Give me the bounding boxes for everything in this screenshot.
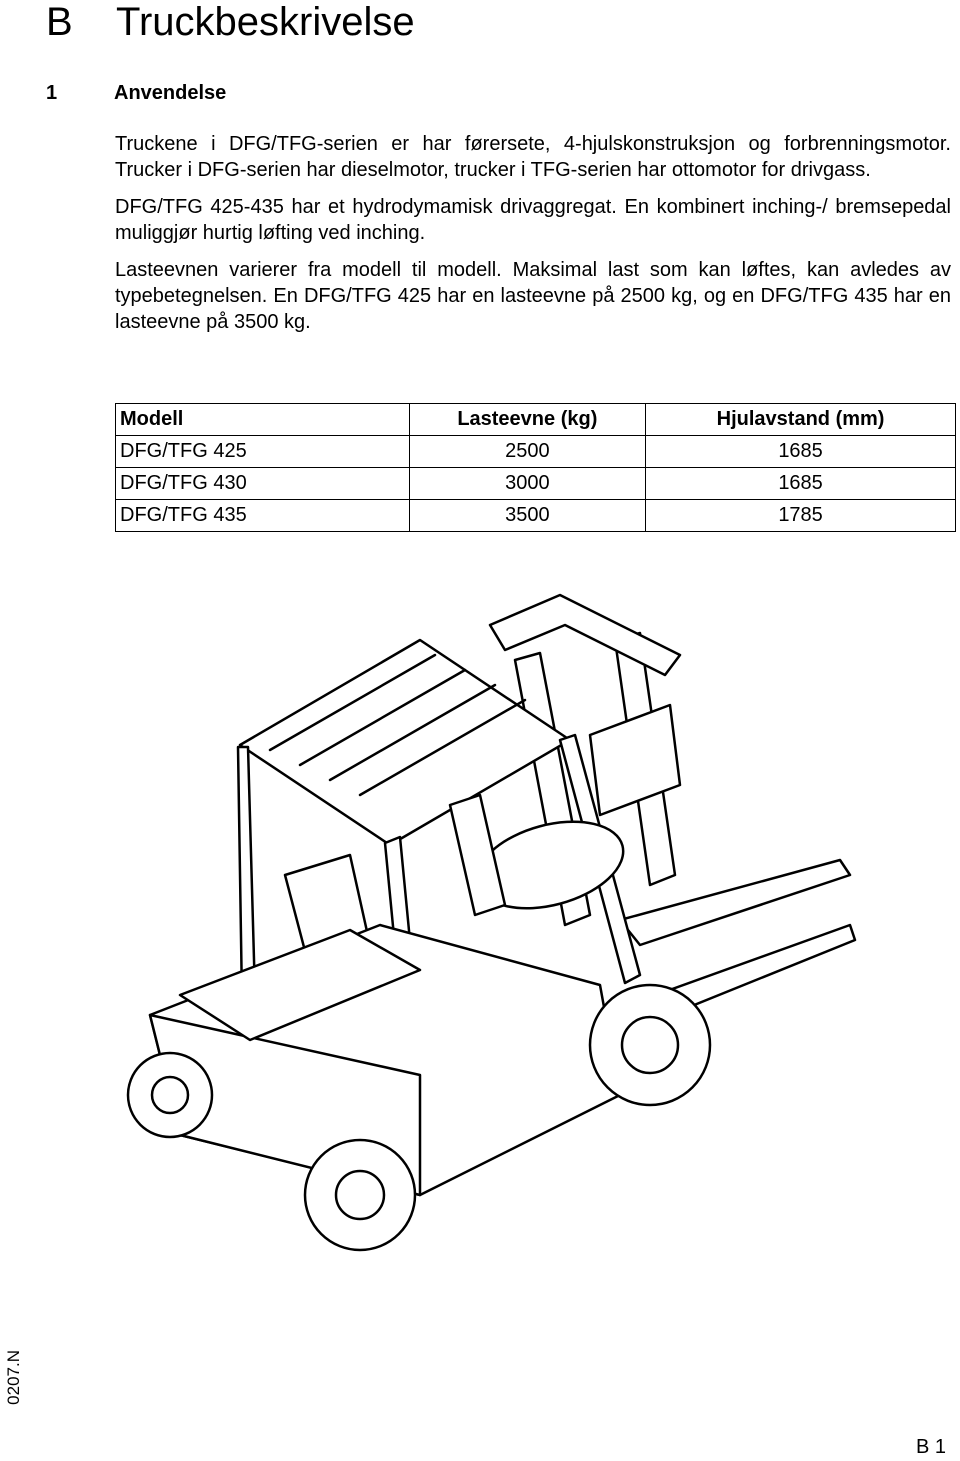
table-cell: 3500: [409, 500, 646, 532]
table-cell: DFG/TFG 430: [116, 468, 410, 500]
paragraph: Lasteevnen varierer fra modell til modell. Maksimal last som kan løftes, kan avledes av typebetegnelsen. En DFG/TFG 425 har en lasteevne på 2500 kg, og en DFG/TFG 435 har en lasteevne på 3500 kg.: [115, 259, 951, 333]
column-header: Lasteevne (kg): [409, 404, 646, 436]
table-cell: 1785: [646, 500, 956, 532]
table-row: [116, 500, 956, 532]
section-number: 1: [46, 82, 58, 104]
column-header: Modell: [116, 404, 410, 436]
forklift-illustration: [120, 575, 860, 1255]
section-title: Anvendelse: [114, 82, 227, 104]
fork-carriage: [590, 705, 680, 815]
table-cell: 3000: [409, 468, 646, 500]
table-cell: DFG/TFG 425: [116, 436, 410, 468]
figure-code: 0207.N: [4, 1350, 23, 1405]
chapter-title: Truckbeskrivelse: [116, 0, 415, 44]
page-number: B 1: [915, 1436, 946, 1458]
table-cell: 2500: [409, 436, 646, 468]
table-cell: DFG/TFG 435: [116, 500, 410, 532]
paragraph: DFG/TFG 425-435 har et hydrodymamisk drivaggregat. En kombinert inching-/ bremsepedal muliggjør hurtig løfting ved inching.: [115, 196, 951, 244]
body-text: [115, 131, 951, 346]
capacity-table: [115, 403, 956, 532]
paragraph: Truckene i DFG/TFG-serien er har førersete, 4-hjulskonstruksjon og forbrenningsmotor. Trucker i DFG-serien har dieselmotor, trucker i TFG-serien har ottomotor for drivgass.: [115, 133, 951, 181]
table-row: [116, 436, 956, 468]
table-row: [116, 468, 956, 500]
column-header: Hjulavstand (mm): [646, 404, 956, 436]
table-header-row: [116, 404, 956, 436]
chapter-letter: B: [46, 0, 73, 44]
table-cell: 1685: [646, 468, 956, 500]
table-cell: 1685: [646, 436, 956, 468]
rear-post-left: [238, 747, 255, 1000]
section-heading: [46, 82, 226, 105]
chapter-heading: [46, 2, 415, 42]
